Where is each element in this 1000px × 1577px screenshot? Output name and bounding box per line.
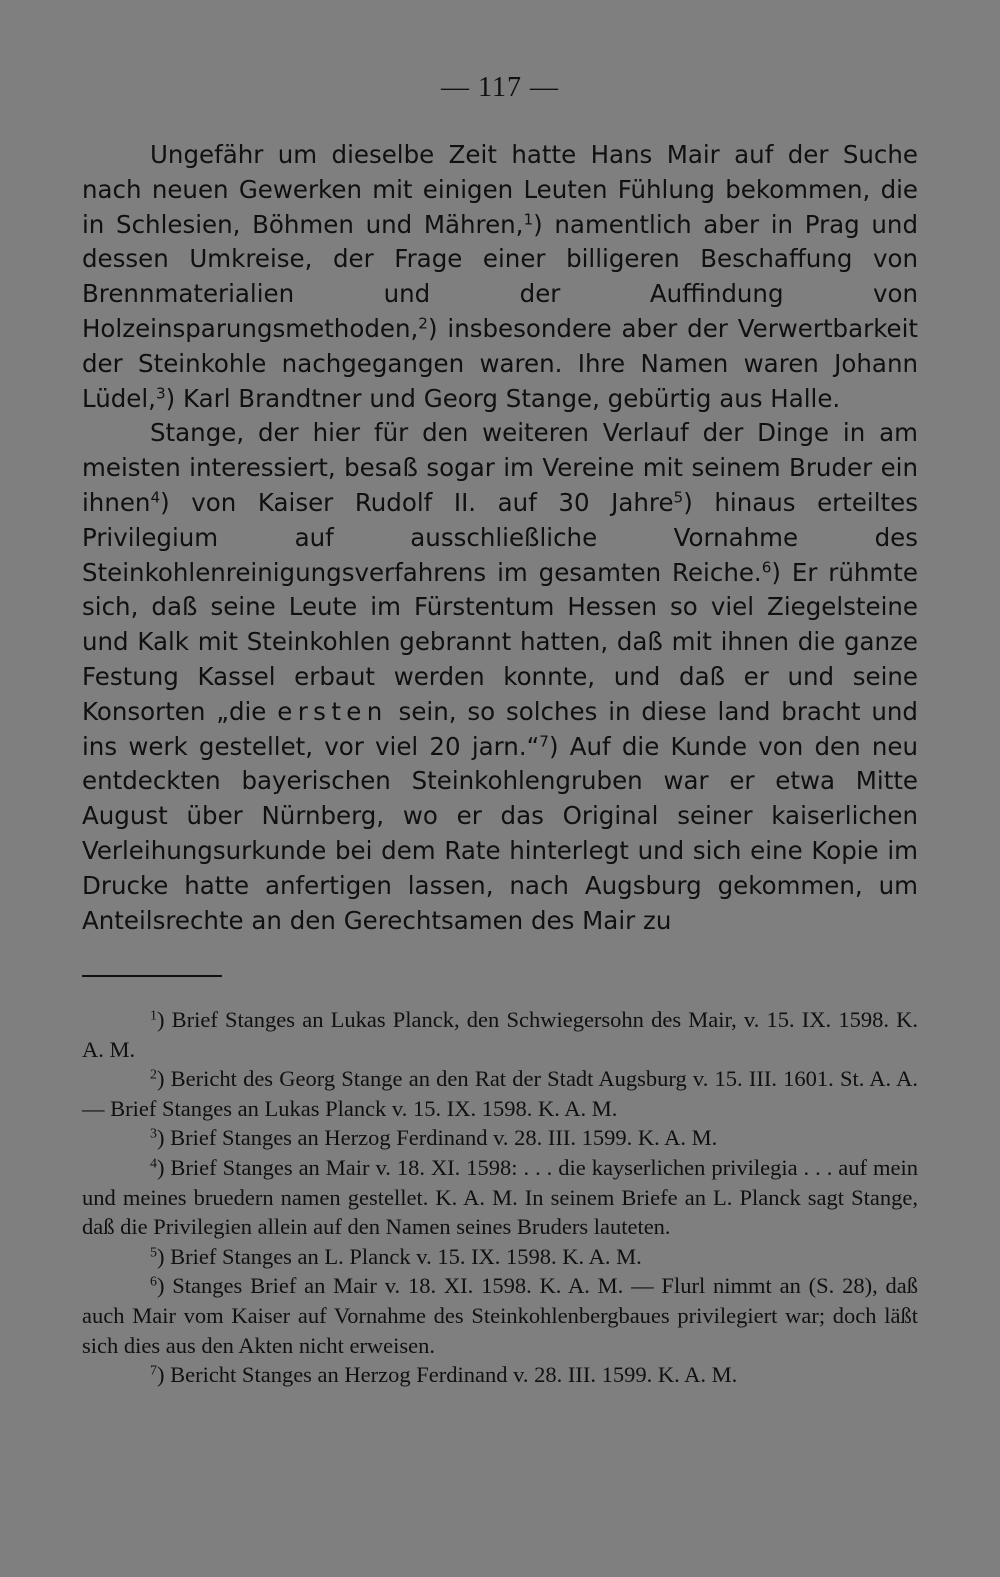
footnote-mark: 1 (150, 1008, 157, 1024)
footnote-mark: 4 (150, 1156, 157, 1172)
body-text (82, 138, 918, 938)
text-run: ) Er rühmte sich, daß seine Leute im Fürstentum Hessen so viel Ziegelsteine und Kalk mit Steinkohlen gebrannt hatten, daß mit ihnen die ganze Festung Kassel erbaut werden konnte, und daß er und seine Konsorten „die (82, 557, 918, 726)
footnote (82, 1123, 918, 1153)
footnote-mark: 2 (150, 1067, 157, 1083)
text-run: ) Auf die Kunde von den neu entdeckten bayerischen Steinkohlengruben war er etwa Mitte August über Nürnberg, wo er das Original seiner kaiserlichen Verleihungsurkunde bei dem Rate hinterlegt und sich eine Kopie im Drucke hatte anfertigen lassen, nach Augsburg gekommen, um Anteilsrechte an den Gerechtsamen des Mair zu (82, 731, 918, 935)
footnote-mark: 6 (150, 1274, 157, 1290)
footnote-mark: 3 (150, 1126, 157, 1142)
text-run: ) Karl Brandtner und Georg Stange, gebürtig aus Halle. (165, 383, 841, 413)
footnote-text: ) Brief Stanges an L. Planck v. 15. IX. 1598. K. A. M. (156, 1243, 642, 1269)
footnote-text: ) Brief Stanges an Lukas Planck, den Schwiegersohn des Mair, v. 15. IX. 1598. K. A. M. (82, 1007, 918, 1062)
text-run: ) namentlich aber in Prag und dessen Umkreise, der Frage einer billigeren Beschaffung von Brennmaterialien und der Auffindung von Holzeinsparungsmethoden, (82, 209, 919, 343)
text-run: ) hinaus erteiltes Privilegium auf ausschließliche Vornahme des Steinkohlenreinigungsverfahrens im gesamten Reiche. (82, 487, 918, 587)
footnote-text: ) Brief Stanges an Mair v. 18. XI. 1598: . . . die kayserlichen privilegia . . . auf mein und meines bruedern namen gestellet. K. A. M. In seinem Briefe an L. Planck sagt Stange, daß die Privilegien allein auf den Namen seines Bruders lauteten. (82, 1154, 918, 1240)
footnote-mark: 5 (150, 1245, 157, 1261)
text-run: ) insbesondere aber der Verwertbarkeit der Steinkohle nachgegangen waren. Ihre Namen waren Johann Lüdel, (82, 313, 918, 413)
footnote-ref: 4 (150, 488, 161, 507)
footnote-separator (82, 975, 222, 977)
footnotes (82, 1005, 918, 1390)
footnote-ref: 6 (761, 558, 772, 577)
footnote-ref: 2 (418, 314, 428, 333)
footnote (82, 1360, 918, 1390)
text-run: Stange, der hier für den weiteren Verlauf der Dinge in am meisten interessiert, besaß sogar im Vereine mit seinem Bruder ein ihnen (82, 418, 918, 517)
text-run: ) von Kaiser Rudolf II. auf 30 Jahre (160, 487, 674, 517)
footnote-ref: 3 (155, 384, 166, 403)
footnote (82, 1005, 918, 1064)
footnote-text: ) Bericht Stanges an Herzog Ferdinand v. 28. III. 1599. K. A. M. (156, 1362, 738, 1388)
text-run: sein, so solches in diese land bracht und ins werk gestellet, vor viel 20 jarn.“ (82, 696, 918, 761)
footnote (82, 1271, 918, 1360)
footnote-mark: 7 (150, 1363, 157, 1379)
footnote (82, 1242, 918, 1272)
footnote (82, 1153, 918, 1242)
text-run: Ungefähr um dieselbe Zeit hatte Hans Mair auf der Suche nach neuen Gewerken mit einigen Leuten Fühlung bekommen, die in Schlesien, Böhmen und Mähren, (82, 140, 918, 239)
footnote-ref: 7 (539, 732, 549, 751)
footnote-text: ) Bericht des Georg Stange an den Rat der Stadt Augsburg v. 15. III. 1601. St. A. A. — Brief Stanges an Lukas Planck v. 15. IX. 1598. K. A. M. (82, 1066, 918, 1121)
page-number: — 117 — (441, 72, 559, 103)
footnote-text: ) Brief Stanges an Herzog Ferdinand v. 28. III. 1599. K. A. M. (156, 1125, 718, 1151)
paragraph (82, 416, 918, 938)
footnote-ref: 1 (523, 210, 534, 229)
paragraph (82, 138, 918, 416)
footnote-text: ) Stanges Brief an Mair v. 18. XI. 1598. K. A. M. — Flurl nimmt an (S. 28), daß auch Mair vom Kaiser auf Vornahme des Steinkohlenbergbaues privilegiert war; doch läßt sich dies aus den Akten nicht erweisen. (82, 1273, 918, 1358)
footnote-ref: 5 (673, 488, 684, 507)
spaced-emphasis: ersten (277, 696, 388, 726)
footnote (82, 1064, 918, 1123)
